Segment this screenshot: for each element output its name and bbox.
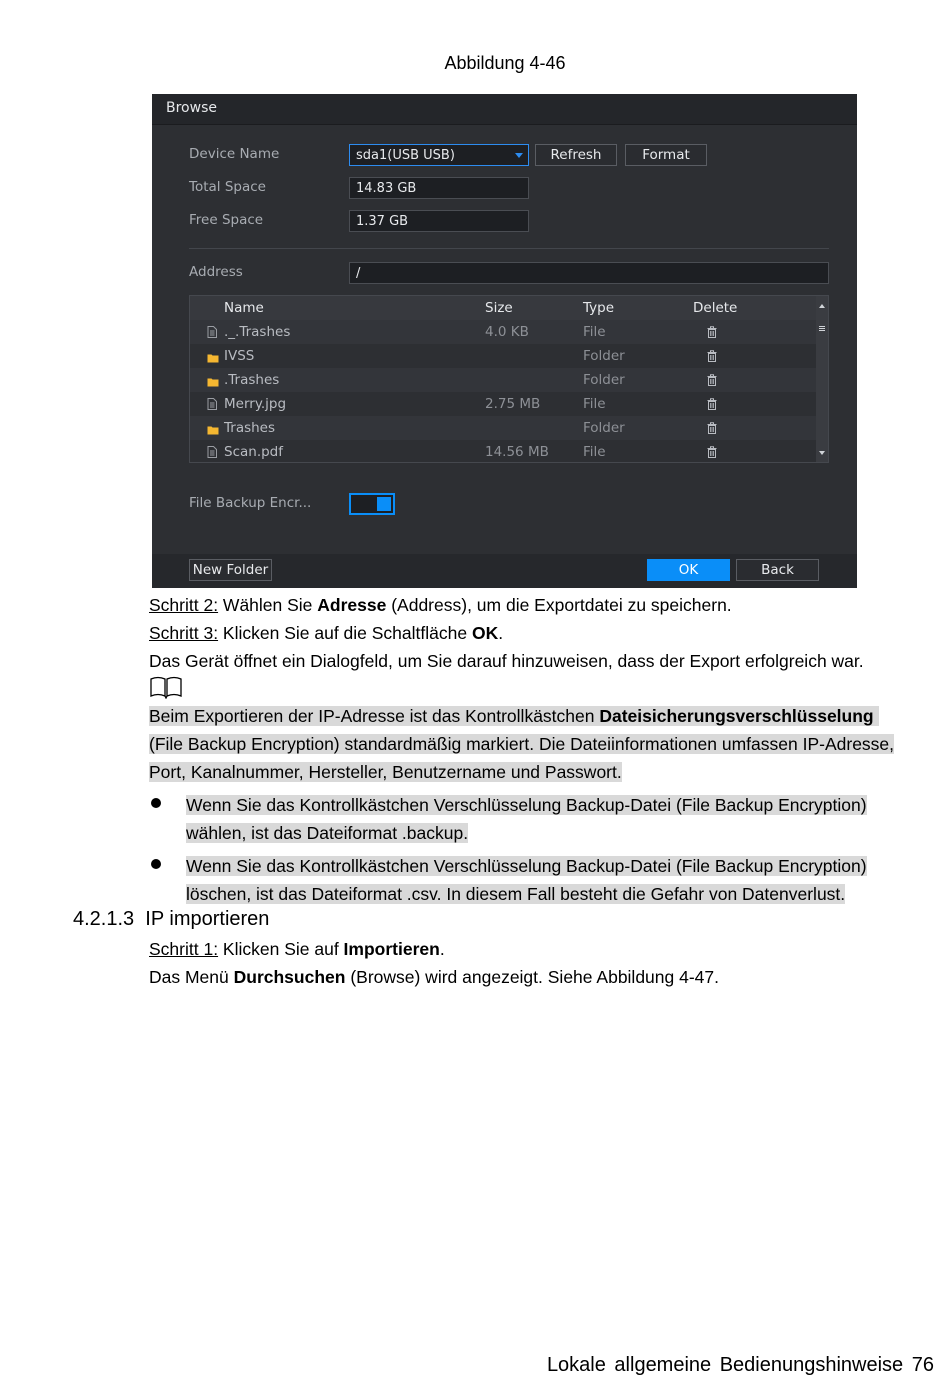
note-line-3	[149, 760, 622, 784]
file-name: Trashes	[224, 420, 276, 436]
trash-icon[interactable]	[707, 350, 717, 366]
table-row[interactable]	[190, 344, 816, 368]
chevron-down-icon	[515, 153, 523, 158]
trash-icon[interactable]	[707, 374, 717, 390]
dialog-footer	[152, 554, 857, 588]
note-line-1	[149, 704, 879, 728]
file-table	[189, 295, 829, 463]
format-button[interactable]: Format	[625, 144, 707, 166]
scroll-down-icon[interactable]	[819, 451, 825, 455]
table-scrollbar[interactable]	[816, 296, 828, 462]
note-text: Beim Exportieren der IP-Adresse ist das Kontrollkästchen	[149, 706, 600, 726]
browse-bold: Durchsuchen	[233, 967, 346, 987]
file-icon	[207, 446, 217, 462]
file-size: 14.56 MB	[485, 444, 549, 460]
col-size-header: Size	[485, 300, 513, 316]
file-type: File	[583, 396, 606, 412]
file-type: File	[583, 324, 606, 340]
bullet-icon	[151, 859, 161, 869]
folder-icon	[207, 423, 219, 439]
backup-encrypt-toggle[interactable]	[349, 493, 395, 515]
bullet-icon	[151, 798, 161, 808]
dialog-title: Browse	[166, 100, 217, 116]
total-space-field: 14.83 GB	[349, 177, 529, 199]
note-text-2: (File Backup Encryption) standardmäßig markiert. Die Dateiinformationen umfassen IP-Adresse,	[149, 734, 895, 754]
address-label: Address	[189, 264, 243, 280]
bullet-2-text-a: Wenn Sie das Kontrollkästchen Verschlüsselung Backup-Datei (File Backup Encryption)	[186, 856, 867, 876]
step-2-label: Schritt 2:	[149, 595, 219, 615]
browse-dialog	[152, 94, 857, 588]
toggle-knob	[377, 497, 391, 511]
free-space-field: 1.37 GB	[349, 210, 529, 232]
note-bold: Dateisicherungsverschlüsselung	[599, 706, 874, 726]
file-name: ._.Trashes	[224, 324, 291, 340]
file-name: IVSS	[224, 348, 255, 364]
file-type: Folder	[583, 420, 625, 436]
device-name-label: Device Name	[189, 146, 280, 162]
file-name: Scan.pdf	[224, 444, 284, 460]
free-space-label: Free Space	[189, 212, 264, 228]
bullet-1-text-b: wählen, ist das Dateiformat .backup.	[186, 823, 469, 843]
ok-button[interactable]: OK	[647, 559, 730, 581]
step-3-label: Schritt 3:	[149, 623, 219, 643]
bullet-1-line-2	[186, 821, 468, 845]
back-button[interactable]: Back	[736, 559, 819, 581]
divider	[189, 248, 829, 249]
browse-info-line	[149, 965, 719, 989]
trash-icon[interactable]	[707, 326, 717, 342]
device-name-select[interactable]	[349, 144, 529, 166]
table-row[interactable]	[190, 392, 816, 416]
file-type: Folder	[583, 348, 625, 364]
address-input[interactable]: /	[349, 262, 829, 284]
file-icon	[207, 326, 217, 342]
file-type: File	[583, 444, 606, 460]
scroll-up-icon[interactable]	[819, 304, 825, 308]
note-book-icon	[149, 675, 183, 699]
note-line-2	[149, 732, 894, 756]
page-number: 76	[911, 1354, 934, 1376]
file-size: 4.0 KB	[485, 324, 529, 340]
step-3-text: Klicken Sie auf die Schaltfläche	[218, 623, 472, 643]
folder-icon	[207, 375, 219, 391]
folder-icon	[207, 351, 219, 367]
device-name-value: sda1(USB USB)	[356, 148, 455, 163]
page-footer	[547, 1354, 934, 1377]
bullet-2-text-b: löschen, ist das Dateiformat .csv. In diesem Fall besteht die Gefahr von Datenverlust.	[186, 884, 846, 904]
new-folder-button[interactable]: New Folder	[189, 559, 272, 581]
trash-icon[interactable]	[707, 446, 717, 462]
file-type: Folder	[583, 372, 625, 388]
file-size: 2.75 MB	[485, 396, 541, 412]
step-3	[149, 621, 503, 645]
step-2	[149, 593, 732, 617]
table-row[interactable]	[190, 440, 816, 464]
table-row[interactable]	[190, 320, 816, 344]
table-row[interactable]	[190, 416, 816, 440]
col-name-header: Name	[224, 300, 264, 316]
note-text-3: Port, Kanalnummer, Hersteller, Benutzername und Passwort.	[149, 762, 622, 782]
footer-title: Lokale allgemeine Bedienungshinweise	[546, 1354, 904, 1376]
bullet-2-line-2	[186, 882, 845, 906]
step-1-bold: Importieren	[343, 939, 440, 959]
section-heading	[73, 908, 269, 931]
step-1-text-end: .	[439, 939, 445, 959]
file-name: .Trashes	[224, 372, 280, 388]
col-delete-header: Delete	[693, 300, 738, 316]
bullet-1-line-1	[186, 793, 867, 817]
file-icon	[207, 398, 217, 414]
section-title: IP importieren	[145, 908, 270, 930]
browse-text-end: (Browse) wird angezeigt. Siehe Abbildung 4-47.	[345, 967, 720, 987]
total-space-label: Total Space	[189, 179, 266, 195]
table-header	[190, 296, 816, 320]
step-2-bold: Adresse	[317, 595, 387, 615]
scroll-thumb[interactable]	[819, 326, 825, 327]
step-1-label: Schritt 1:	[149, 939, 219, 959]
col-type-header: Type	[583, 300, 615, 316]
figure-caption: Abbildung 4-46	[444, 53, 566, 73]
backup-encrypt-label: File Backup Encr...	[189, 495, 312, 511]
dialog-header	[152, 94, 857, 125]
step-2-text: Wählen Sie	[218, 595, 318, 615]
table-row[interactable]	[190, 368, 816, 392]
dialog-info-line: Das Gerät öffnet ein Dialogfeld, um Sie darauf hinzuweisen, dass der Export erfolgreich war.	[149, 651, 864, 671]
step-3-bold: OK	[471, 623, 499, 643]
section-number: 4.2.1.3	[73, 908, 135, 930]
step-1	[149, 937, 445, 961]
step-3-text-end: .	[498, 623, 504, 643]
file-name: Merry.jpg	[224, 396, 287, 412]
browse-text: Das Menü	[149, 967, 234, 987]
bullet-2-line-1	[186, 854, 867, 878]
bullet-1-text-a: Wenn Sie das Kontrollkästchen Verschlüsselung Backup-Datei (File Backup Encryption)	[186, 795, 867, 815]
trash-icon[interactable]	[707, 422, 717, 438]
refresh-button[interactable]: Refresh	[535, 144, 617, 166]
step-1-text: Klicken Sie auf	[218, 939, 344, 959]
step-2-text-end: (Address), um die Exportdatei zu speichern.	[386, 595, 732, 615]
trash-icon[interactable]	[707, 398, 717, 414]
